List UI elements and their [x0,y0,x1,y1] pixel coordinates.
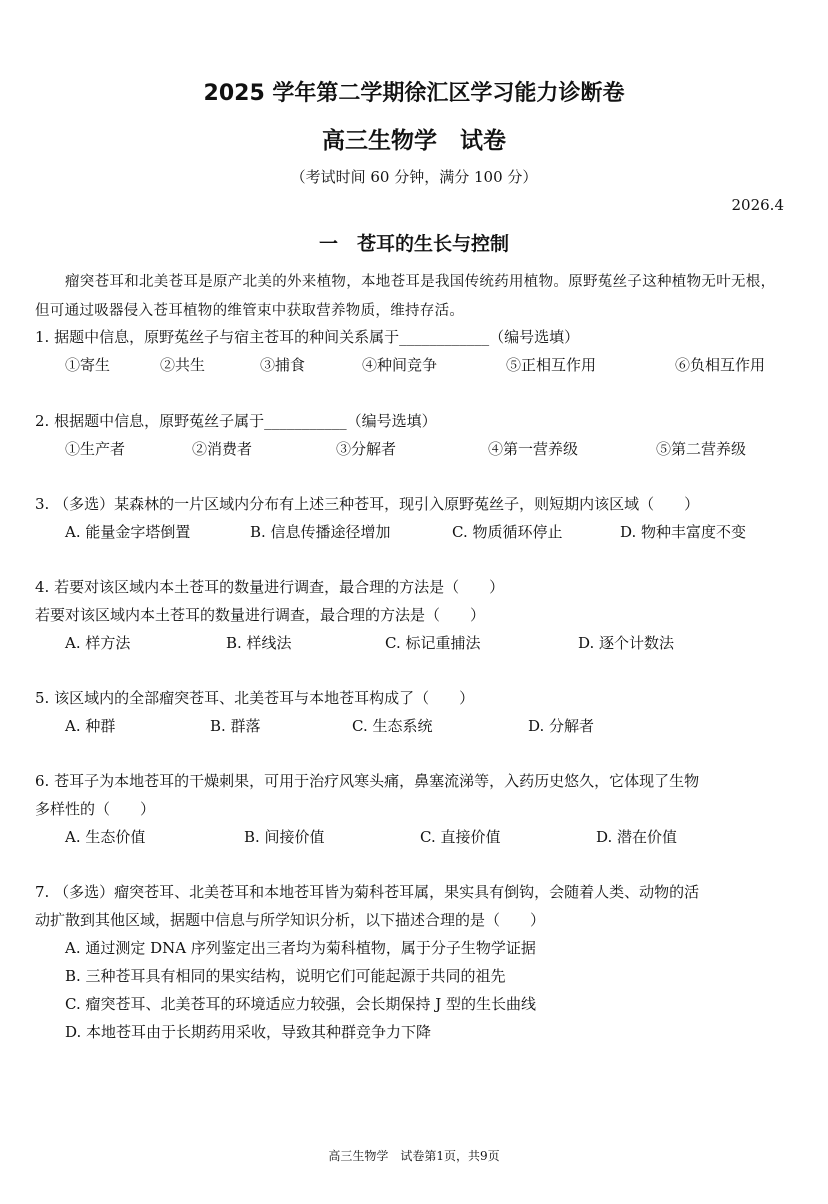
question-6-option: B. 间接价值 [244,828,325,846]
question-5-option: A. 种群 [65,717,116,735]
question-1-option: ⑥负相互作用 [675,356,766,374]
question-5-option: C. 生态系统 [352,717,433,735]
question-1-stem: 1. 据题中信息，原野菟丝子与宿主苍耳的种间关系属于____________（编号选填） [35,328,580,346]
question-3-option: C. 物质循环停止 [452,523,563,541]
question-3-option: D. 物种丰富度不变 [620,523,747,541]
question-4-option: C. 标记重捕法 [385,634,481,652]
section-intro: 瘤突苍耳和北美苍耳是原产北美的外来植物，本地苍耳是我国传统药用植物。原野菟丝子这种植物无叶无根，但可通过吸器侵入苍耳植物的维管束中获取营养物质，维持存活。 [35,274,776,319]
question-4-option: D. 逐个计数法 [578,634,675,652]
question-2-option: ④第一营养级 [488,440,579,458]
question-2-option: ⑤第二营养级 [656,440,747,458]
question-7-option: A. 通过测定 DNA 序列鉴定出三者均为菊科植物，属于分子生物学证据 [65,939,536,957]
question-5-option: B. 群落 [210,717,261,735]
question-2-stem: 2. 根据题中信息，原野菟丝子属于___________（编号选填） [35,412,437,430]
question-1-option: ⑤正相互作用 [506,356,597,374]
question-4-stem: 4. 若要对该区域内本土苍耳的数量进行调查，最合理的方法是（ ） [35,578,505,596]
question-2-option: ①生产者 [65,440,126,458]
question-5-option: D. 分解者 [528,717,595,735]
question-6-option: C. 直接价值 [420,828,501,846]
question-4-option: B. 样线法 [226,634,292,652]
question-4-stem-repeat: 若要对该区域内本土苍耳的数量进行调查，最合理的方法是（ ） [35,606,486,624]
question-7-option: D. 本地苍耳由于长期药用采收，导致其种群竞争力下降 [65,1023,432,1041]
question-1-option: ③捕食 [260,356,306,374]
exam-info: （考试时间 60 分钟，满分 100 分） [290,168,538,186]
question-6-option: A. 生态价值 [65,828,146,846]
exam-title: 2025 学年第二学期徐汇区学习能力诊断卷 [203,81,625,106]
question-7-stem-cont: 动扩散到其他区域，据题中信息与所学知识分析，以下描述合理的是（ ） [35,911,546,929]
question-1-option: ①寄生 [65,356,111,374]
question-7-option: C. 瘤突苍耳、北美苍耳的环境适应力较强，会长期保持 J 型的生长曲线 [65,995,537,1013]
page-footer: 高三生物学 试卷第1页，共9页 [328,1149,500,1163]
question-6-option: D. 潜在价值 [596,828,678,846]
exam-date: 2026.4 [731,196,784,214]
question-4-option: A. 样方法 [65,634,131,652]
question-6-stem: 6. 苍耳子为本地苍耳的干燥刺果，可用于治疗风寒头痛，鼻塞流涕等，入药历史悠久，它体现了生物 [35,772,700,790]
question-2-option: ③分解者 [336,440,397,458]
question-5-stem: 5. 该区域内的全部瘤突苍耳、北美苍耳与本地苍耳构成了（ ） [35,689,475,707]
question-7-option: B. 三种苍耳具有相同的果实结构，说明它们可能起源于共同的祖先 [65,967,506,985]
question-3-stem: 3. （多选）某森林的一片区域内分布有上述三种苍耳，现引入原野菟丝子，则短期内该区域（ ） [35,495,700,513]
subject-title: 高三生物学 试卷 [322,128,506,154]
question-1-option: ④种间竞争 [362,356,438,374]
question-6-stem-cont: 多样性的（ ） [35,800,156,818]
question-2-option: ②消费者 [192,440,253,458]
question-3-option: A. 能量金字塔倒置 [65,523,191,541]
question-7-stem: 7. （多选）瘤突苍耳、北美苍耳和本地苍耳皆为菊科苍耳属，果实具有倒钩，会随着人类、动物的活 [35,883,700,901]
section-title: 一 苍耳的生长与控制 [318,233,509,255]
question-3-option: B. 信息传播途径增加 [250,523,391,541]
question-1-option: ②共生 [160,356,206,374]
